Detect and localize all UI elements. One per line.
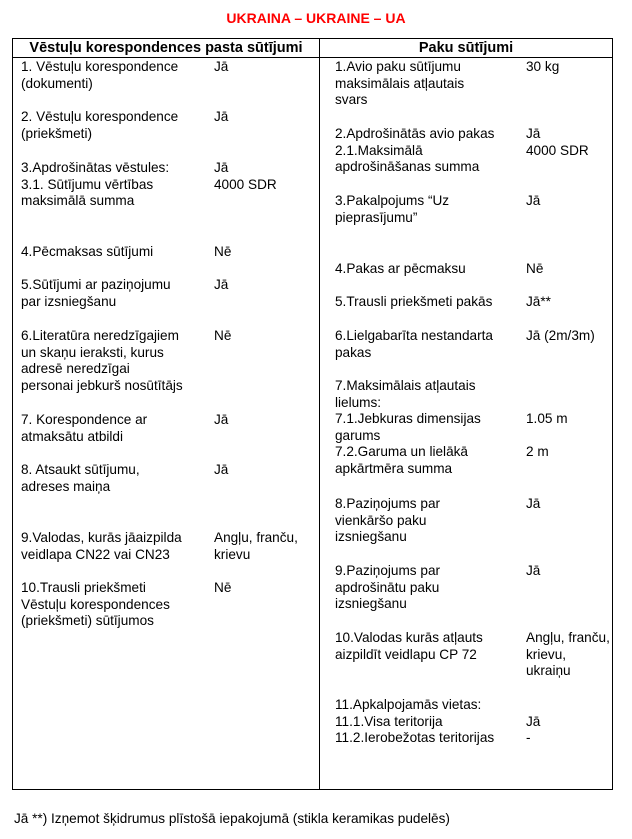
left-item-label: 5.Sūtījumi ar paziņojumu par izsniegšanu [21, 277, 171, 309]
services-table [12, 38, 613, 790]
left-item-value: Nē [214, 328, 232, 343]
left-item-label: 9.Valodas, kurās jāaizpilda veidlapa CN22 vai CN23 [21, 530, 182, 562]
left-item-value: Nē [214, 244, 232, 259]
right-item-value: 30 kg [526, 59, 560, 74]
left-item-value: Jā 4000 SDR [214, 160, 277, 192]
right-item-label: 4.Pakas ar pēcmaksu [335, 261, 466, 276]
left-item-value: Jā [214, 277, 229, 292]
right-item-label: 6.Lielgabarīta nestandarta pakas [335, 328, 493, 360]
right-item-value: Jā - [526, 713, 541, 745]
left-item-label: 7. Korespondence ar atmaksātu atbildi [21, 412, 148, 444]
column-divider [319, 39, 320, 789]
right-item-label: 7.Maksimālais atļautais lielums: 7.1.Jebkuras dimensijas garums 7.2.Garuma un lielākā apkārtmēra summa [335, 378, 481, 476]
right-item-value: Jā** [526, 294, 551, 309]
header-divider [13, 57, 612, 58]
right-item-label: 1.Avio paku sūtījumu maksimālais atļautais svars [335, 59, 465, 107]
right-item-label: 9.Paziņojums par apdrošinātu paku izsniegšanu [335, 563, 441, 611]
left-item-label: 3.Apdrošinātas vēstules: 3.1. Sūtījumu vērtības maksimālā summa [21, 160, 170, 208]
left-item-label: 8. Atsaukt sūtījumu, adreses maiņa [21, 462, 140, 494]
left-item-value: Jā [214, 59, 229, 74]
right-column-header: Paku sūtījumi [418, 40, 514, 56]
footnote: Jā **) Izņemot šķidrumus plīstošā iepakojumā (stikla keramikas pudelēs) [14, 811, 450, 826]
right-item-label: 5.Trausli priekšmeti pakās [335, 294, 493, 309]
left-item-label: 4.Pēcmaksas sūtījumi [21, 244, 154, 259]
left-item-value: Angļu, franču, krievu [214, 530, 298, 562]
left-item-value: Nē [214, 580, 232, 595]
left-column-header: Vēstuļu korespondences pasta sūtījumi [29, 40, 303, 56]
right-item-label: 11.Apkalpojamās vietas: 11.1.Visa teritorija 11.2.Ierobežotas teritorijas [335, 697, 495, 745]
left-item-label: 6.Literatūra neredzīgajiem un skaņu ieraksti, kurus adresē neredzīgai personai jebkurš nosūtītājs [21, 328, 183, 393]
right-item-value: Jā [526, 563, 541, 578]
right-item-value: Angļu, franču, krievu, ukraiņu [526, 630, 610, 678]
left-item-value: Jā [214, 412, 229, 427]
left-item-label: 2. Vēstuļu korespondence (priekšmeti) [21, 109, 179, 141]
right-item-value: Nē [526, 261, 544, 276]
right-item-label: 8.Paziņojums par vienkāršo paku izsniegšanu [335, 496, 441, 544]
left-item-label: 1. Vēstuļu korespondence (dokumenti) [21, 59, 179, 91]
right-item-value: Jā (2m/3m) [526, 328, 595, 343]
right-item-value: Jā 4000 SDR [526, 126, 589, 158]
left-item-value: Jā [214, 109, 229, 124]
right-item-label: 2.Apdrošinātās avio pakas 2.1.Maksimālā apdrošināšanas summa [335, 126, 495, 174]
left-item-label: 10.Trausli priekšmeti Vēstuļu korespondences (priekšmeti) sūtījumos [21, 580, 170, 628]
right-item-value: Jā [526, 193, 541, 208]
page-title: UKRAINA – UKRAINE – UA [226, 10, 406, 26]
right-item-label: 3.Pakalpojums “Uz pieprasījumu” [335, 193, 450, 225]
right-item-label: 10.Valodas kurās atļauts aizpildīt veidlapu CP 72 [335, 630, 483, 662]
right-item-value: Jā [526, 496, 541, 511]
right-item-value: 1.05 m 2 m [526, 411, 568, 459]
left-item-value: Jā [214, 462, 229, 477]
